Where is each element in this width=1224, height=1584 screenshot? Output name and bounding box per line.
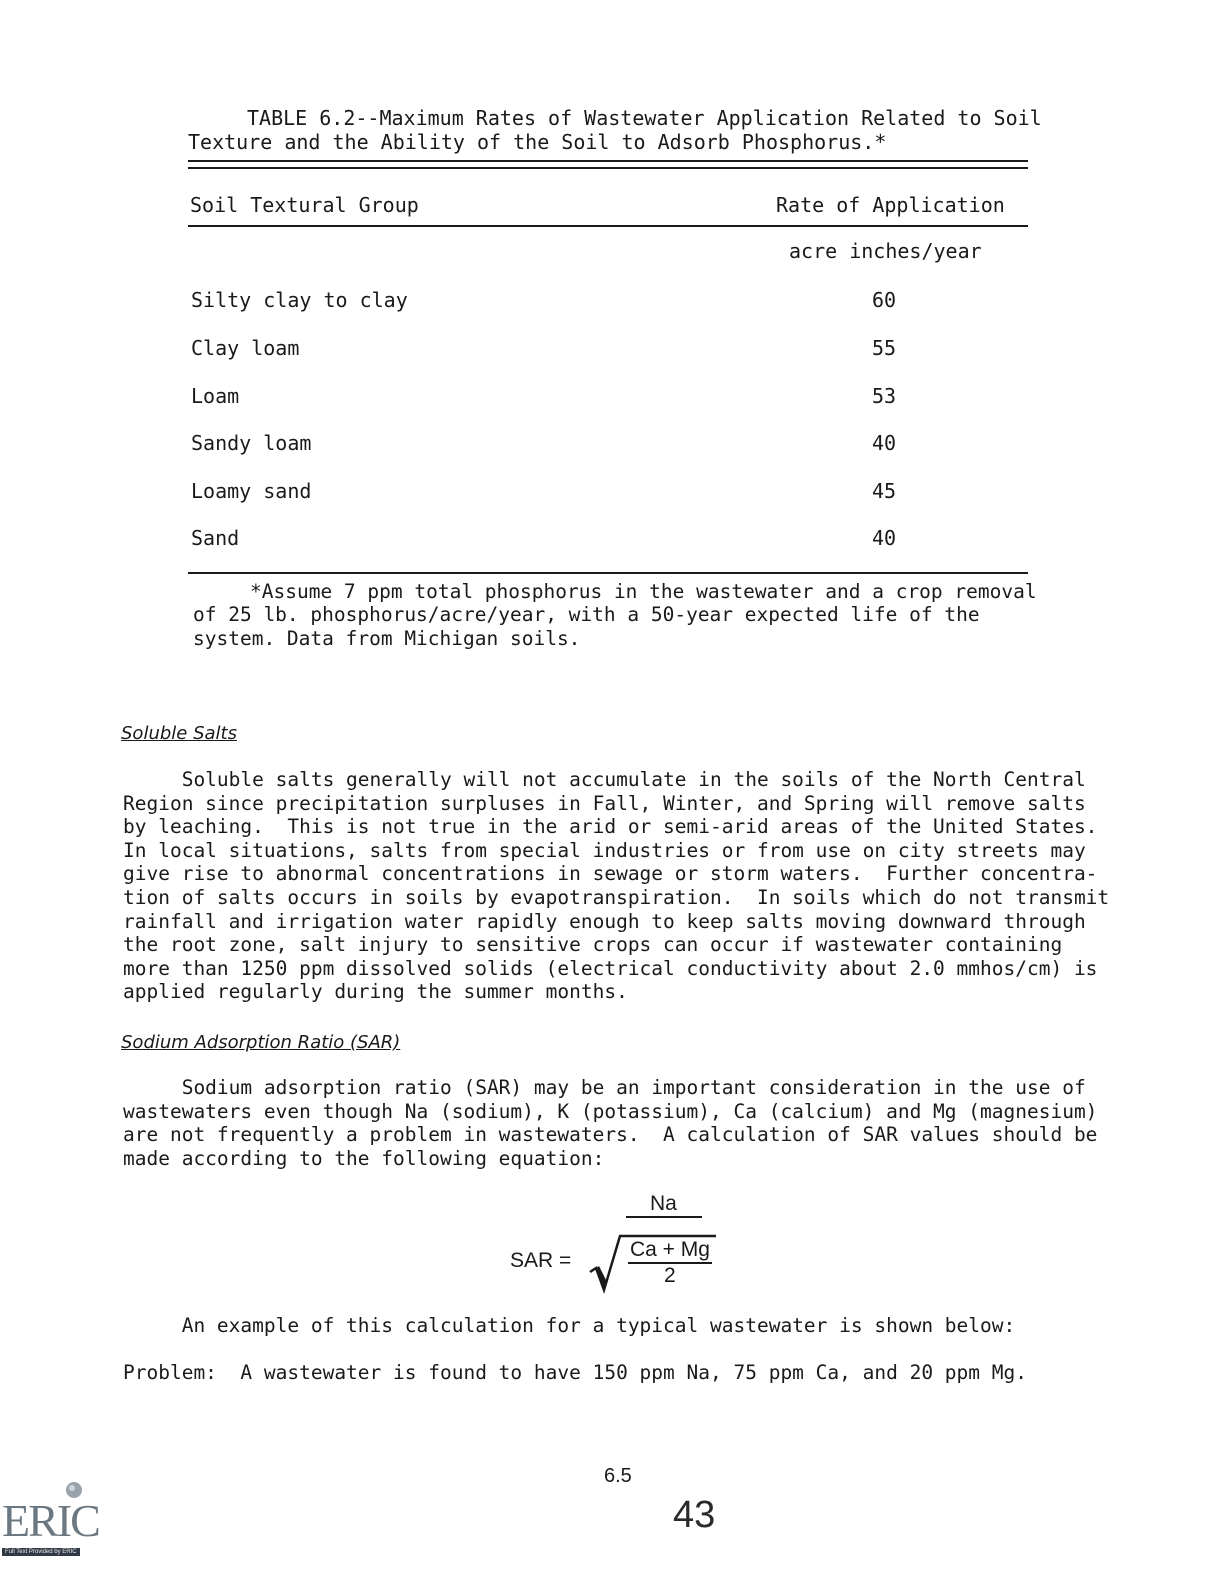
- paragraph-line: wastewaters even though Na (sodium), K (potassium), Ca (calcium) and Mg (magnesium): [123, 1099, 1098, 1123]
- column-units: acre inches/year: [789, 239, 982, 263]
- problem-statement: Problem: A wastewater is found to have 150 ppm Na, 75 ppm Ca, and 20 ppm Mg.: [123, 1361, 1027, 1384]
- paragraph-line: give rise to abnormal concentrations in sewage or storm waters. Further concentra-: [123, 862, 1098, 886]
- table-top-rule-2: [188, 167, 1028, 169]
- eric-logo: [2, 1480, 98, 1568]
- paragraph-line: the root zone, salt injury to sensitive crops can occur if wastewater containing: [123, 933, 1063, 957]
- table-row-rate: 53: [872, 384, 897, 408]
- section-heading-sar: Sodium Adsorption Ratio (SAR): [121, 1032, 401, 1053]
- table-footnote-line1: *Assume 7 ppm total phosphorus in the wastewater and a crop removal: [250, 580, 1037, 603]
- table-title-line1: TABLE 6.2--Maximum Rates of Wastewater Application Related to Soil: [247, 106, 1042, 130]
- table-title-line2: Texture and the Ability of the Soil to Adsorb Phosphorus.*: [188, 130, 887, 154]
- paragraph-line: Soluble salts generally will not accumulate in the soils of the North Central: [123, 768, 1086, 791]
- table-row-group: Silty clay to clay: [191, 288, 408, 312]
- example-intro: An example of this calculation for a typical wastewater is shown below:: [123, 1314, 1016, 1337]
- table-row-rate: 60: [872, 288, 897, 312]
- table-bottom-rule: [188, 572, 1028, 574]
- table-footnote-line3: system. Data from Michigan soils.: [193, 627, 581, 650]
- table-top-rule-1: [188, 160, 1028, 162]
- paragraph-line: more than 1250 ppm dissolved solids (electrical conductivity about 2.0 mmhos/cm) is: [123, 956, 1098, 980]
- paragraph-line: tion of salts occurs in soils by evapotranspiration. In soils which do not transmit: [123, 886, 1110, 909]
- paragraph-line: In local situations, salts from special industries or from use on city streets may: [123, 838, 1086, 862]
- table-footnote-line2: of 25 lb. phosphorus/acre/year, with a 50-year expected life of the: [193, 603, 980, 626]
- table-row-rate: 45: [872, 479, 897, 503]
- column-header-rate: Rate of Application: [776, 193, 1005, 217]
- paragraph-line: rainfall and irrigation water rapidly enough to keep salts moving downward through: [123, 909, 1086, 933]
- section-heading-soluble-salts: Soluble Salts: [121, 723, 237, 744]
- table-row-rate: 55: [872, 336, 897, 360]
- paragraph-line: are not frequently a problem in wastewaters. A calculation of SAR values should be: [123, 1123, 1098, 1147]
- paragraph-line: made according to the following equation:: [123, 1146, 605, 1170]
- equation-inner-numerator: Ca + Mg: [630, 1238, 710, 1261]
- table-header-rule: [188, 225, 1028, 227]
- equation-inner-denominator: 2: [664, 1264, 676, 1287]
- table-row-group: Loam: [191, 384, 240, 408]
- table-row-group: Loamy sand: [191, 479, 312, 503]
- eric-logo-text: ERIC: [2, 1495, 99, 1546]
- paragraph-line: Region since precipitation surpluses in Fall, Winter, and Spring will remove salts: [123, 791, 1086, 815]
- table-row-group: Clay loam: [191, 336, 300, 360]
- column-header-soil-group: Soil Textural Group: [190, 193, 419, 217]
- table-row-group: Sand: [191, 526, 240, 550]
- eric-logo-tagline: Full Text Provided by ERIC: [2, 1548, 80, 1556]
- table-row-group: Sandy loam: [191, 431, 312, 455]
- paragraph-line: by leaching. This is not true in the arid or semi-arid areas of the United States.: [123, 815, 1098, 839]
- paragraph-line: Sodium adsorption ratio (SAR) may be an important consideration in the use of: [123, 1076, 1086, 1099]
- sheet-number: 43: [673, 1494, 716, 1536]
- table-row-rate: 40: [872, 526, 897, 550]
- table-row-rate: 40: [872, 431, 897, 455]
- equation-main-fraction-bar: [626, 1216, 702, 1218]
- page-number: 6.5: [604, 1465, 632, 1487]
- equation-numerator: Na: [650, 1192, 677, 1215]
- equation-lhs: SAR =: [510, 1249, 572, 1272]
- paragraph-line: applied regularly during the summer months.: [123, 980, 628, 1004]
